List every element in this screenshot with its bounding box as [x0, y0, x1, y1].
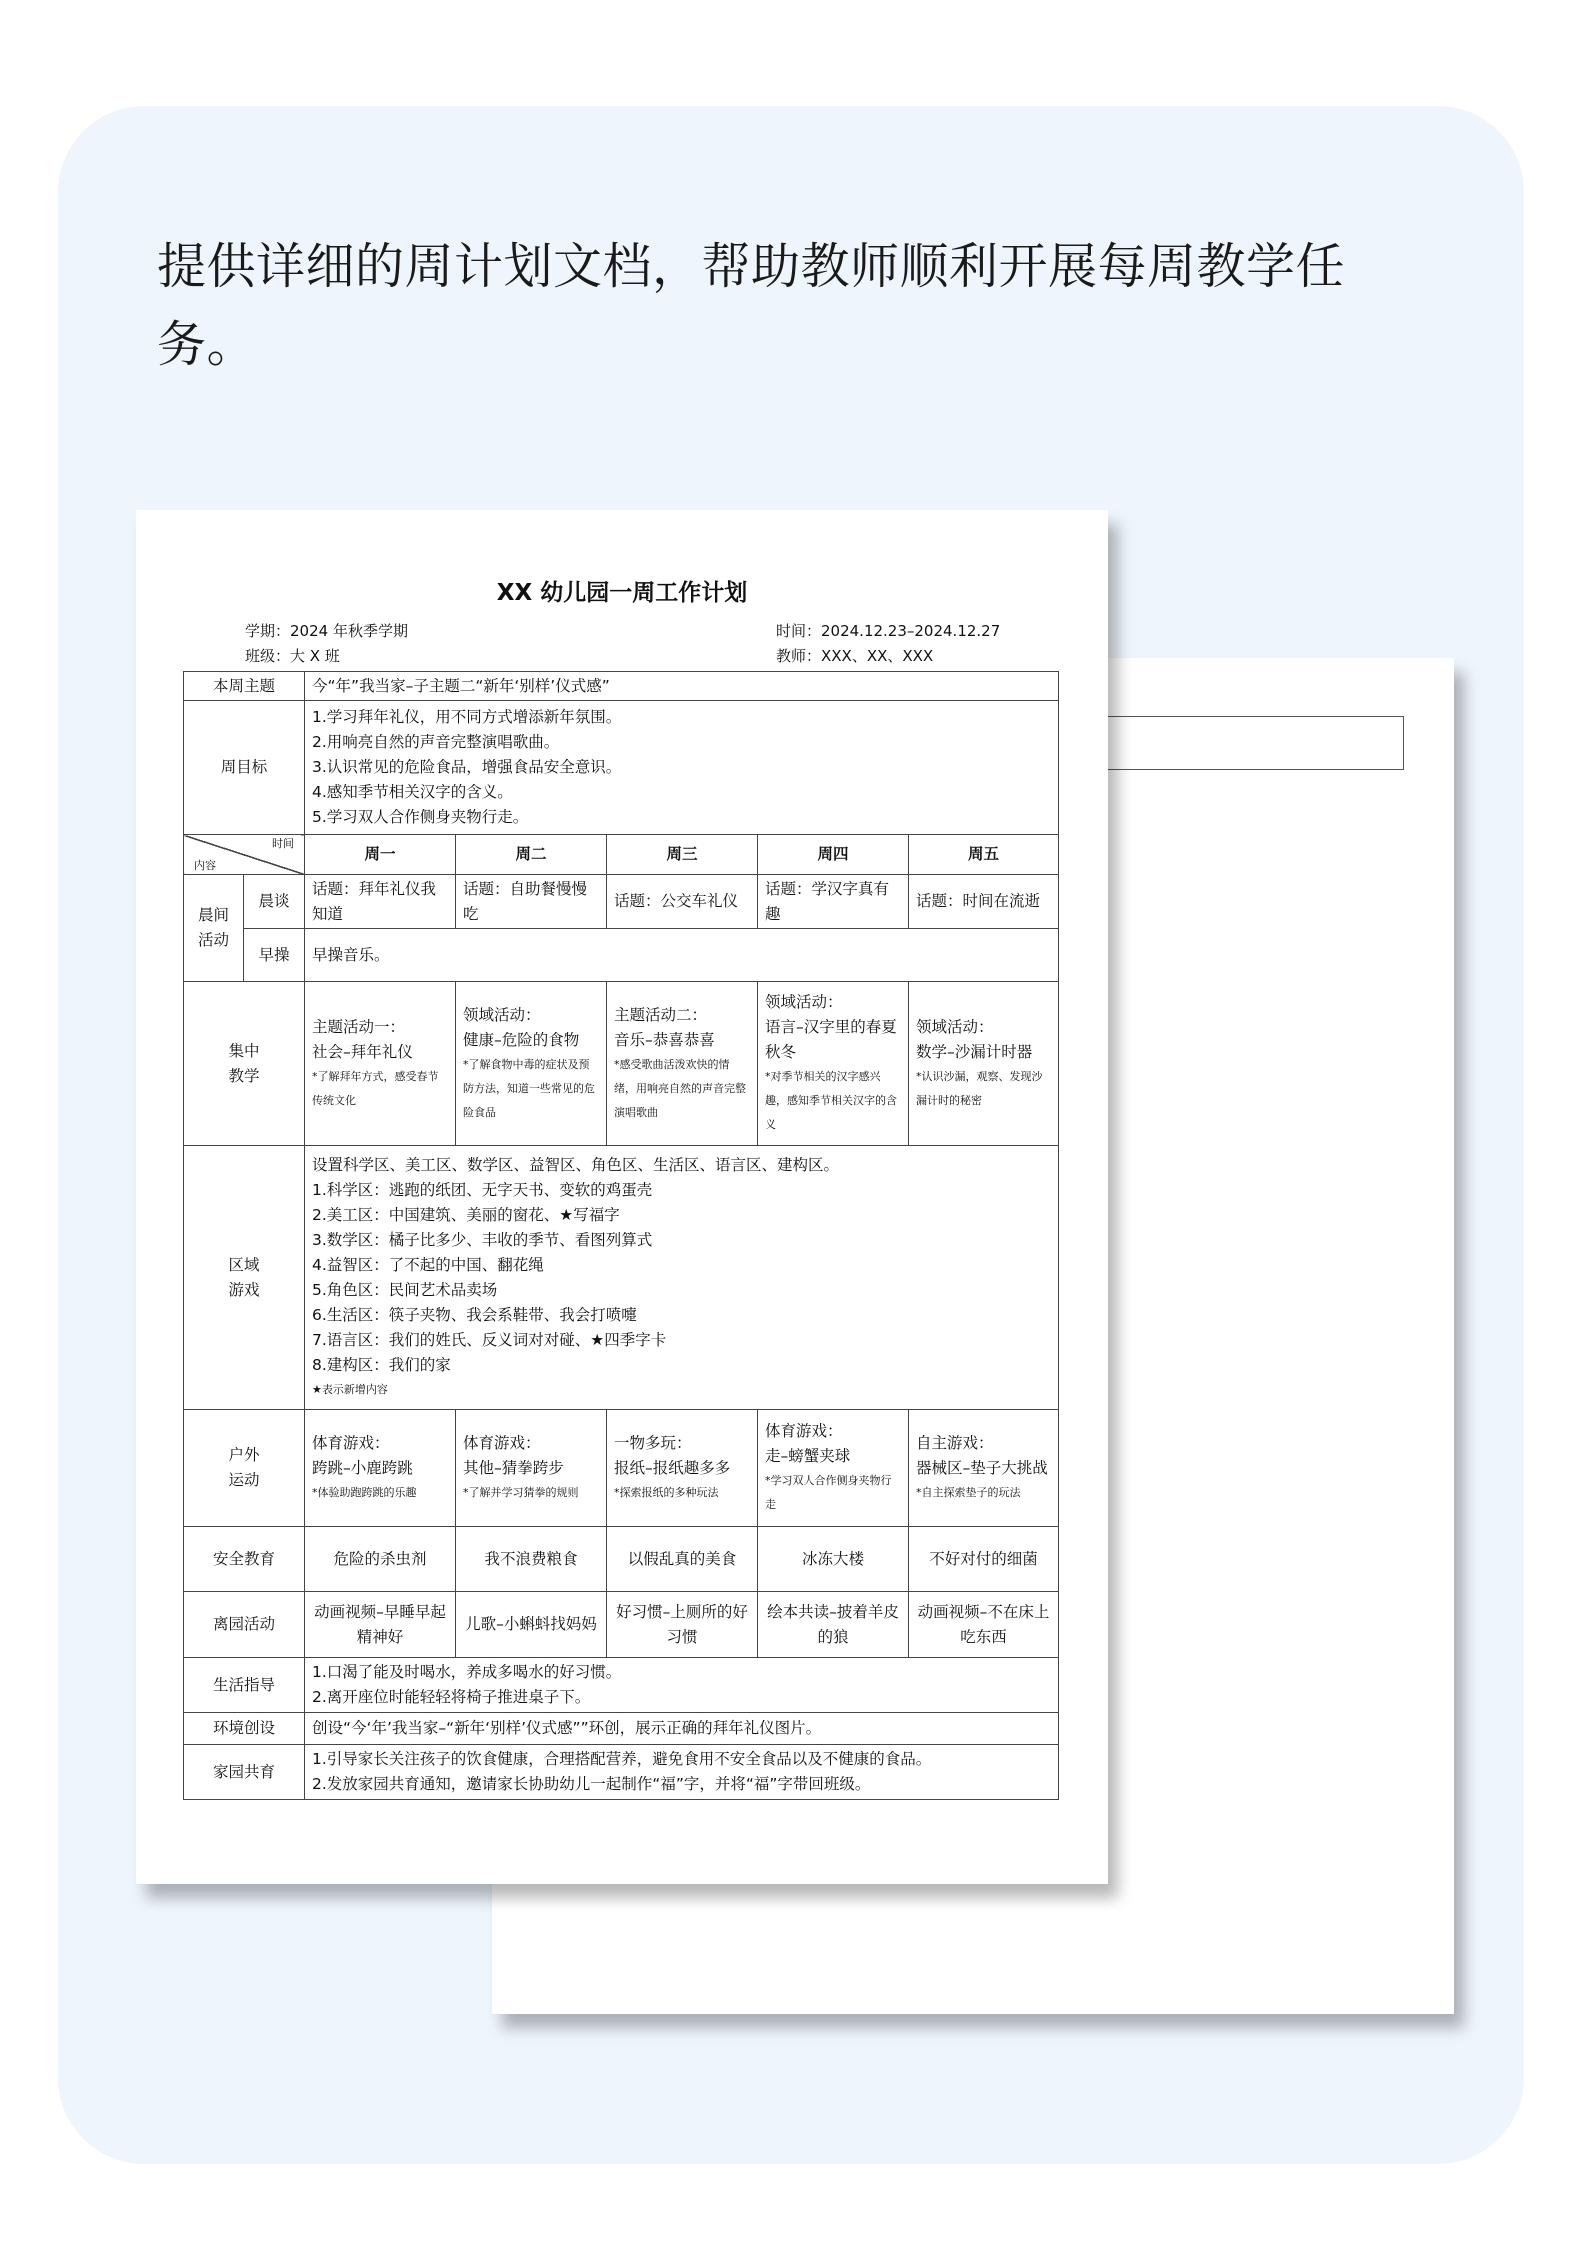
activity-type: 领域活动： — [765, 993, 843, 1011]
safety-label: 安全教育 — [184, 1527, 305, 1592]
area-line: 4.益智区：了不起的中国、翻花绳 — [312, 1256, 544, 1274]
morning-exercise-row — [184, 929, 1059, 982]
outdoor-cell — [909, 1410, 1059, 1527]
teacher-label: 教师：XXX、XX、XXX — [776, 647, 934, 665]
area-line: 5.角色区：民间艺术品卖场 — [312, 1281, 498, 1299]
activity-note: *学习双人合作侧身夹物行走 — [765, 1474, 892, 1511]
area-label — [184, 1146, 305, 1410]
theme-row — [184, 672, 1059, 701]
class-label: 班级：大 X 班 — [245, 647, 340, 665]
life-label: 生活指导 — [184, 1658, 305, 1713]
activity-name: 健康–危险的食物 — [463, 1030, 580, 1049]
group-cell — [607, 982, 758, 1146]
activity-type: 体育游戏： — [765, 1422, 843, 1440]
safety-topic: 我不浪费粮食 — [456, 1527, 607, 1592]
headline: 提供详细的周计划文档，帮助教师顺利开展每周教学任务。 — [157, 238, 1346, 373]
theme-label: 本周主题 — [184, 672, 305, 701]
area-line: 3.数学区：橘子比多少、丰收的季节、看图列算式 — [312, 1231, 653, 1249]
group-cell — [758, 982, 909, 1146]
goal-item: 3.认识常见的危险食品，增强食品安全意识。 — [312, 758, 622, 776]
area-games-row — [184, 1146, 1059, 1410]
morning-talk-row — [184, 875, 1059, 929]
activity-name: 数学–沙漏计时器 — [916, 1042, 1033, 1061]
goal-item: 1.学习拜年礼仪，用不同方式增添新年氛围。 — [312, 708, 622, 726]
activity-type: 主题活动一： — [312, 1017, 406, 1036]
corner-cell — [184, 835, 305, 875]
activity-type: 自主游戏： — [916, 1434, 994, 1452]
area-line: 1.科学区：逃跑的纸团、无字天书、变软的鸡蛋壳 — [312, 1181, 653, 1199]
home-list — [305, 1745, 1059, 1800]
morning-label-text: 晨间活动 — [197, 906, 229, 949]
area-line: 2.美工区：中国建筑、美丽的窗花、★写福字 — [312, 1206, 620, 1224]
weekly-plan-table — [183, 671, 1059, 1800]
life-row — [184, 1658, 1059, 1713]
area-list — [305, 1146, 1059, 1410]
day-header: 周一 — [305, 835, 456, 875]
activity-name: 跨跳–小鹿跨跳 — [312, 1459, 413, 1477]
talk-topic: 话题：学汉字真有趣 — [758, 875, 909, 929]
home-item: 1.引导家长关注孩子的饮食健康，合理搭配营养，避免食用不安全食品以及不健康的食品。 — [312, 1750, 932, 1768]
group-label — [184, 982, 305, 1146]
outdoor-cell — [758, 1410, 909, 1527]
document-title: XX 幼儿园一周工作计划 — [496, 580, 748, 606]
group-cell — [305, 982, 456, 1146]
day-header: 周三 — [607, 835, 758, 875]
group-label-text: 集中教学 — [228, 1041, 260, 1085]
activity-type: 一物多玩： — [614, 1434, 692, 1452]
activity-note: *感受歌曲活泼欢快的情绪，用响亮自然的声音完整演唱歌曲 — [614, 1057, 747, 1119]
outdoor-label — [184, 1410, 305, 1527]
talk-topic: 话题：时间在流逝 — [909, 875, 1059, 929]
talk-label: 晨谈 — [244, 875, 305, 929]
safety-row — [184, 1527, 1059, 1592]
exercise-value: 早操音乐。 — [305, 929, 1059, 982]
home-row — [184, 1745, 1059, 1800]
days-header-row — [184, 835, 1059, 875]
outdoor-cell — [456, 1410, 607, 1527]
activity-name: 语言–汉字里的春夏秋冬 — [765, 1018, 897, 1061]
life-item: 1.口渴了能及时喝水，养成多喝水的好习惯。 — [312, 1663, 622, 1681]
day-header: 周二 — [456, 835, 607, 875]
safety-topic: 以假乱真的美食 — [607, 1527, 758, 1592]
talk-topic: 话题：拜年礼仪我知道 — [305, 875, 456, 929]
goals-row — [184, 701, 1059, 835]
day-header: 周四 — [758, 835, 909, 875]
activity-note: *自主探索垫子的玩法 — [916, 1486, 1021, 1499]
goals-list — [305, 701, 1059, 835]
goal-item: 5.学习双人合作侧身夹物行走。 — [312, 808, 529, 826]
activity-type: 领域活动： — [463, 1005, 541, 1024]
exercise-label: 早操 — [244, 929, 305, 982]
corner-time-label: 时间 — [272, 837, 295, 850]
leave-row — [184, 1592, 1059, 1658]
activity-note: *了解并学习猜拳的规则 — [463, 1486, 579, 1499]
leave-activity: 动画视频–不在床上吃东西 — [909, 1592, 1059, 1658]
activity-note: *了解拜年方式，感受春节传统文化 — [312, 1069, 439, 1107]
home-label: 家园共育 — [184, 1745, 305, 1800]
theme-value: 今“年”我当家–子主题二“新年‘别样’仪式感” — [305, 672, 1059, 701]
area-line: 6.生活区：筷子夹物、我会系鞋带、我会打喷嚏 — [312, 1306, 637, 1324]
activity-note: *了解食物中毒的症状及预防方法，知道一些常见的危险食品 — [463, 1057, 596, 1119]
env-value: 创设“今‘年’我当家–“新年‘别样’仪式感””环创，展示正确的拜年礼仪图片。 — [305, 1713, 1059, 1745]
time-label: 时间：2024.12.23–2024.12.27 — [776, 622, 1001, 640]
outdoor-cell — [305, 1410, 456, 1527]
activity-type: 体育游戏： — [312, 1434, 390, 1452]
activity-type: 主题活动二： — [614, 1005, 708, 1024]
talk-topic: 话题：公交车礼仪 — [607, 875, 758, 929]
goals-label: 周目标 — [184, 701, 305, 835]
env-row — [184, 1713, 1059, 1745]
life-item: 2.离开座位时能轻轻将椅子推进桌子下。 — [312, 1688, 591, 1706]
area-line: 7.语言区：我们的姓氏、反义词对对碰、★四季字卡 — [312, 1331, 667, 1349]
front-document-page — [136, 510, 1108, 1884]
goal-item: 2.用响亮自然的声音完整演唱歌曲。 — [312, 733, 560, 751]
leave-label: 离园活动 — [184, 1592, 305, 1658]
group-cell — [909, 982, 1059, 1146]
term-label: 学期：2024 年秋季学期 — [245, 622, 408, 640]
leave-activity: 动画视频–早睡早起精神好 — [305, 1592, 456, 1658]
area-label-text: 区域游戏 — [228, 1255, 260, 1299]
safety-topic: 冰冻大楼 — [758, 1527, 909, 1592]
life-list — [305, 1658, 1059, 1713]
activity-name: 器械区–垫子大挑战 — [916, 1459, 1048, 1477]
activity-name: 走–螃蟹夹球 — [765, 1447, 851, 1465]
activity-name: 其他–猜拳跨步 — [463, 1459, 564, 1477]
activity-type: 领域活动： — [916, 1017, 994, 1036]
activity-note: *体验助跑跨跳的乐趣 — [312, 1486, 417, 1499]
outdoor-cell — [607, 1410, 758, 1527]
leave-activity: 绘本共读–披着羊皮的狼 — [758, 1592, 909, 1658]
area-line: 8.建构区：我们的家 — [312, 1356, 451, 1374]
group-cell — [456, 982, 607, 1146]
outdoor-label-text: 户外运动 — [228, 1446, 260, 1489]
morning-label — [184, 875, 244, 982]
activity-name: 报纸–报纸趣多多 — [614, 1459, 731, 1477]
area-note: ★表示新增内容 — [312, 1383, 388, 1396]
outdoor-row — [184, 1410, 1059, 1527]
env-label: 环境创设 — [184, 1713, 305, 1745]
activity-note: *探索报纸的多种玩法 — [614, 1486, 719, 1499]
activity-name: 音乐–恭喜恭喜 — [614, 1030, 715, 1049]
goal-item: 4.感知季节相关汉字的含义。 — [312, 783, 513, 801]
area-line: 设置科学区、美工区、数学区、益智区、角色区、生活区、语言区、建构区。 — [312, 1156, 840, 1174]
leave-activity: 儿歌–小蝌蚪找妈妈 — [456, 1592, 607, 1658]
group-teaching-row — [184, 982, 1059, 1146]
activity-name: 社会–拜年礼仪 — [312, 1042, 413, 1061]
activity-note: *认识沙漏，观察、发现沙漏计时的秘密 — [916, 1069, 1043, 1107]
safety-topic: 不好对付的细菌 — [909, 1527, 1059, 1592]
leave-activity: 好习惯–上厕所的好习惯 — [607, 1592, 758, 1658]
home-item: 2.发放家园共育通知，邀请家长协助幼儿一起制作“福”字，并将“福”字带回班级。 — [312, 1775, 871, 1793]
activity-note: *对季节相关的汉字感兴趣，感知季节相关汉字的含义 — [765, 1070, 898, 1131]
activity-type: 体育游戏： — [463, 1434, 541, 1452]
corner-content-label: 内容 — [194, 859, 216, 872]
safety-topic: 危险的杀虫剂 — [305, 1527, 456, 1592]
talk-topic: 话题：自助餐慢慢吃 — [456, 875, 607, 929]
day-header: 周五 — [909, 835, 1059, 875]
